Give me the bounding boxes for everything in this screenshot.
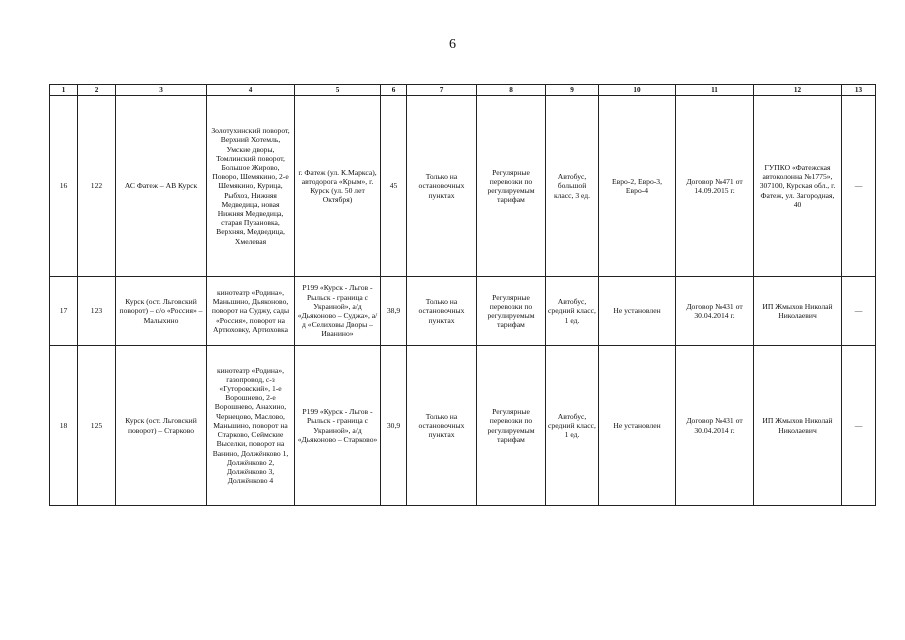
cell-length: 30,9 — [381, 346, 407, 506]
table-row — [50, 277, 876, 346]
cell-row-no: 18 — [50, 346, 78, 506]
cell-carrier: ГУПКО «Фатежская автоколонна №1775», 307100, Курская обл., г. Фатеж, ул. Загородная, 40 — [754, 96, 842, 277]
column-header: 9 — [546, 85, 599, 96]
cell-transport-type: Регулярные перевозки по регулируемым тарифам — [477, 346, 546, 506]
cell-extra: — — [842, 96, 876, 277]
column-header: 7 — [407, 85, 477, 96]
cell-route-name: Курск (ост. Льговский поворот) – Старково — [116, 346, 207, 506]
cell-streets: г. Фатеж (ул. К.Маркса), автодорога «Крым», г. Курск (ул. 50 лет Октября) — [295, 96, 381, 277]
table-row — [50, 346, 876, 506]
column-header: 13 — [842, 85, 876, 96]
cell-length: 38,9 — [381, 277, 407, 346]
column-header: 6 — [381, 85, 407, 96]
cell-carrier: ИП Жмыхов Николай Николаевич — [754, 277, 842, 346]
cell-vehicles: Автобус, средний класс, 1 ед. — [546, 346, 599, 506]
cell-boarding: Только на остановочных пунктах — [407, 96, 477, 277]
cell-stops: Золотухинский поворот, Верхний Хотемль, Умские дворы, Томлинский поворот, Большое Жирово, Поворо, Шемякино, 2-е Шемякино, Курица, Рыбхоз, Нижняя Медведица, новая Нижняя Медведица, старая Пузановка, Верхняя, Медведица, Хмелевая — [207, 96, 295, 277]
cell-vehicles: Автобус, большой класс, 3 ед. — [546, 96, 599, 277]
column-header: 10 — [599, 85, 676, 96]
cell-row-no: 17 — [50, 277, 78, 346]
page-number: 6 — [449, 37, 456, 52]
cell-length: 45 — [381, 96, 407, 277]
cell-carrier: ИП Жмыхов Николай Николаевич — [754, 346, 842, 506]
cell-eco-class: Не установлен — [599, 346, 676, 506]
cell-transport-type: Регулярные перевозки по регулируемым тарифам — [477, 277, 546, 346]
column-header: 3 — [116, 85, 207, 96]
cell-route-no: 122 — [78, 96, 116, 277]
cell-boarding: Только на остановочных пунктах — [407, 277, 477, 346]
cell-transport-type: Регулярные перевозки по регулируемым тарифам — [477, 96, 546, 277]
column-header: 2 — [78, 85, 116, 96]
cell-route-name: АС Фатеж – АВ Курск — [116, 96, 207, 277]
cell-eco-class: Евро-2, Евро-3, Евро-4 — [599, 96, 676, 277]
header-row — [50, 85, 876, 96]
column-header: 5 — [295, 85, 381, 96]
cell-extra: — — [842, 346, 876, 506]
cell-contract: Договор №471 от 14.09.2015 г. — [676, 96, 754, 277]
table-row — [50, 96, 876, 277]
cell-contract: Договор №431 от 30.04.2014 г. — [676, 346, 754, 506]
cell-contract: Договор №431 от 30.04.2014 г. — [676, 277, 754, 346]
column-header: 11 — [676, 85, 754, 96]
cell-eco-class: Не установлен — [599, 277, 676, 346]
cell-stops: кинотеатр «Родина», газопровод, с-з «Гуторовский», 1-е Ворошнево, 2-е Ворошнево, Анахино, Чернецово, Маслово, Маньшино, поворот на Старково, Сеймские Выселки, поворот на Ванино, Должёнково 1, Должёнково 2, Должёнково 3, Должёнково 4 — [207, 346, 295, 506]
cell-streets: Р199 «Курск - Льгов - Рыльск - граница с Украиной», а/д «Дьяконово – Суджа», а/д «Селиховы Дворы – Иванино» — [295, 277, 381, 346]
cell-vehicles: Автобус, средний класс, 1 ед. — [546, 277, 599, 346]
column-header: 12 — [754, 85, 842, 96]
cell-stops: кинотеатр «Родина», Маньшино, Дьяконово, поворот на Суджу, сады «Россия», поворот на Артюховку, Артюховка — [207, 277, 295, 346]
cell-route-name: Курск (ост. Льговский поворот) – с/о «Россия» – Малыхино — [116, 277, 207, 346]
cell-route-no: 123 — [78, 277, 116, 346]
cell-boarding: Только на остановочных пунктах — [407, 346, 477, 506]
routes-table — [49, 84, 876, 506]
cell-route-no: 125 — [78, 346, 116, 506]
cell-row-no: 16 — [50, 96, 78, 277]
cell-streets: Р199 «Курск - Льгов - Рыльск - граница с Украиной», а/д «Дьяконово – Старково» — [295, 346, 381, 506]
column-header: 1 — [50, 85, 78, 96]
column-header: 4 — [207, 85, 295, 96]
cell-extra: — — [842, 277, 876, 346]
column-header: 8 — [477, 85, 546, 96]
